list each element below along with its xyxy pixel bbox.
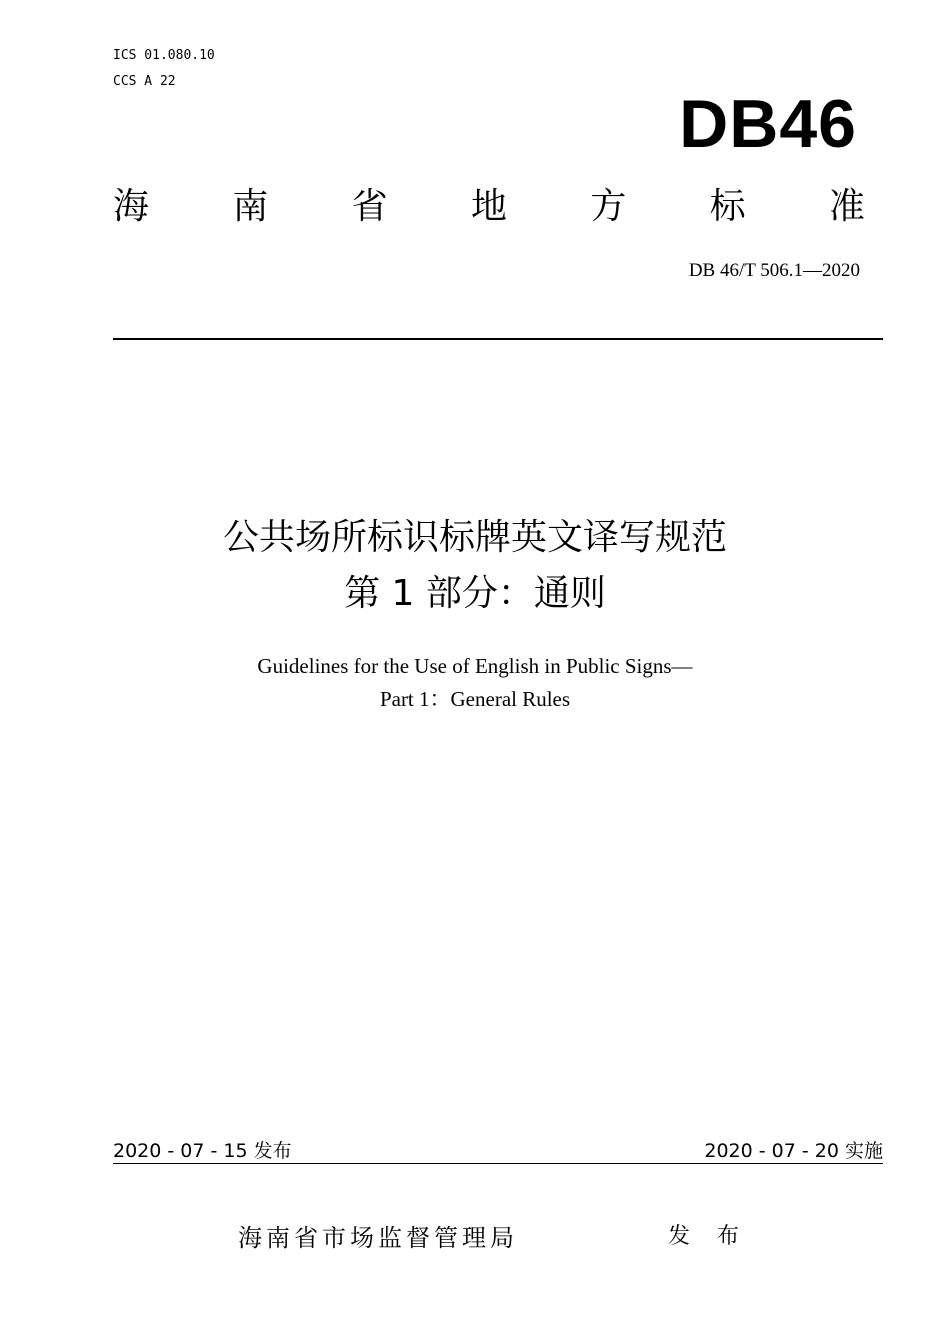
footer-divider — [113, 1163, 883, 1164]
title-english-main: Guidelines for the Use of English in Public Signs— — [257, 654, 693, 678]
ccs-code: CCS A 22 — [113, 74, 176, 89]
publisher-name: 海南省市场监督管理局 — [238, 1224, 518, 1252]
standard-type — [113, 184, 865, 230]
title-chinese-main: 公共场所标识标牌英文译写规范 — [222, 517, 727, 558]
publish-label: 发 布 — [668, 1224, 749, 1249]
db-mark: DB46 — [679, 86, 857, 162]
standard-type-char: 方 — [590, 186, 627, 227]
issue-date: 2020 - 07 - 15 发布 — [113, 1140, 292, 1162]
ics-code: ICS 01.080.10 — [113, 48, 215, 63]
title-chinese-part: 第 1 部分：通则 — [344, 573, 606, 614]
standard-number: DB 46/T 506.1—2020 — [688, 260, 860, 281]
header-divider — [113, 338, 883, 340]
standard-type-char: 地 — [470, 186, 507, 227]
standard-type-char: 标 — [709, 186, 746, 227]
standard-type-char: 省 — [351, 186, 388, 227]
implementation-date: 2020 - 07 - 20 实施 — [704, 1140, 883, 1162]
standard-type-char: 海 — [113, 186, 150, 227]
title-english-part: Part 1：General Rules — [379, 687, 571, 711]
standard-type-char: 南 — [232, 186, 269, 227]
standard-type-char: 准 — [828, 186, 865, 227]
